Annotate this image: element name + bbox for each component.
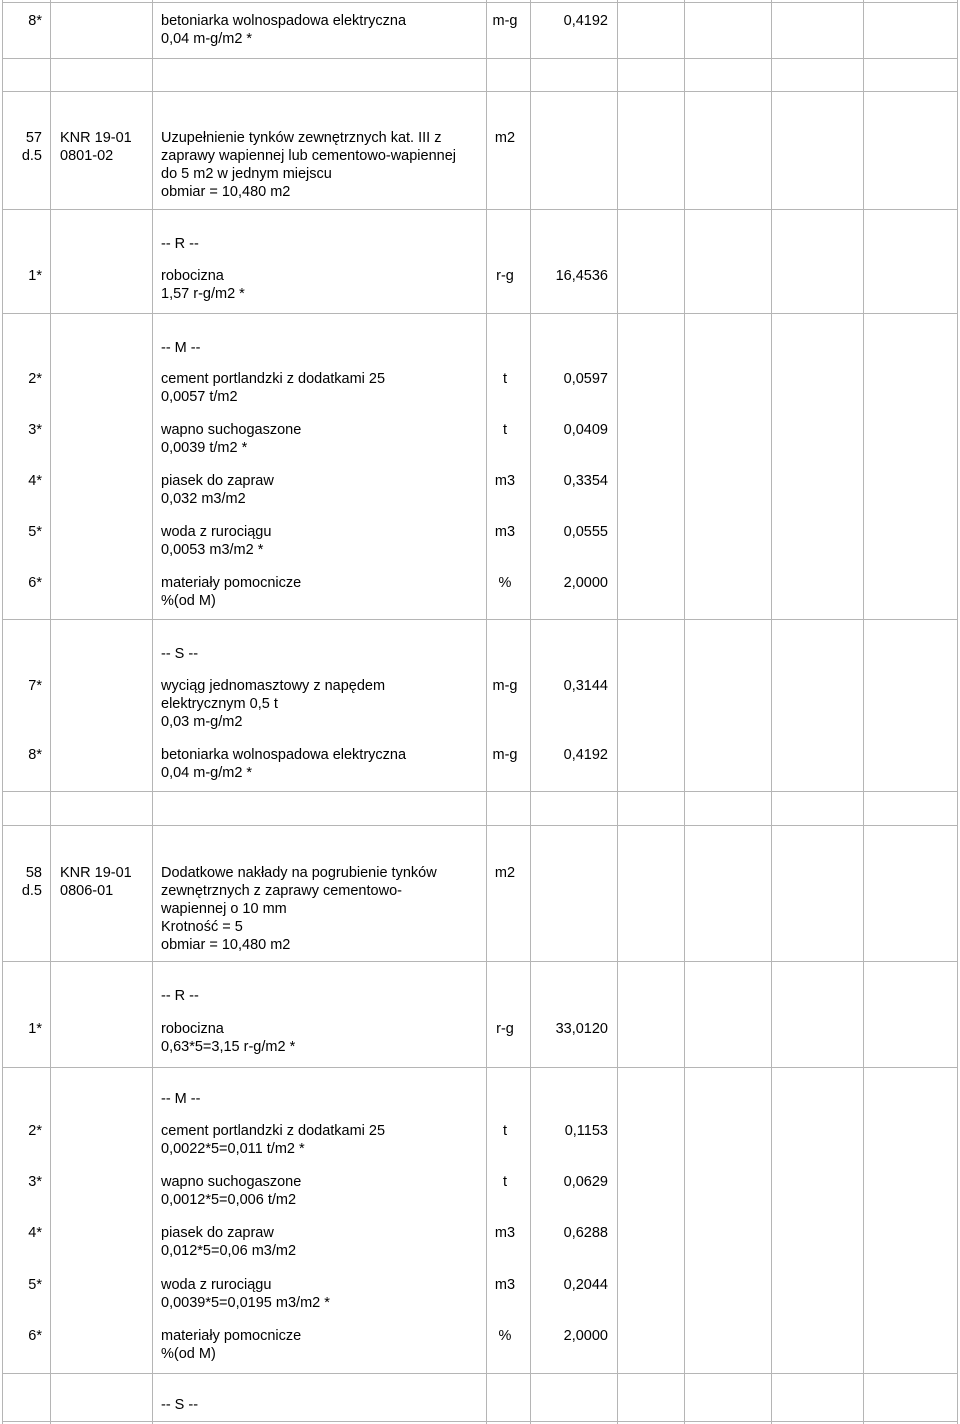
grid-line [2, 825, 958, 826]
item-unit: m3 [494, 524, 516, 540]
item-number: 2* [28, 1123, 42, 1139]
position-description-line: wapiennej o 10 mm [161, 901, 287, 917]
section-header-materials: -- M -- [161, 340, 201, 356]
position-multiplier: Krotność = 5 [161, 919, 243, 935]
grid-line [2, 209, 958, 210]
section-header-labor: -- R -- [161, 236, 199, 252]
grid-line [617, 0, 618, 1424]
item-value: 0,3354 [563, 473, 608, 489]
section-header-equipment: -- S -- [161, 646, 199, 662]
item-value: 0,3144 [563, 678, 608, 694]
position-number: 58 [25, 865, 42, 881]
section-header-equipment: -- S -- [161, 1397, 199, 1413]
item-value: 0,6288 [563, 1225, 608, 1241]
item-description: materiały pomocnicze [161, 1328, 302, 1344]
grid-line [2, 2, 958, 3]
item-description: piasek do zapraw [161, 1225, 274, 1241]
position-description-line: Dodatkowe nakłady na pogrubienie tynków [161, 865, 437, 881]
item-norm: %(od M) [161, 1346, 216, 1362]
item-number: 2* [28, 371, 42, 387]
grid-line [2, 1067, 958, 1068]
grid-line [2, 1421, 958, 1422]
item-description: betoniarka wolnospadowa elektryczna [161, 747, 407, 763]
item-value: 33,0120 [555, 1021, 608, 1037]
item-unit: m-g [492, 13, 518, 29]
item-value: 2,0000 [563, 575, 608, 591]
item-description: betoniarka wolnospadowa elektryczna [161, 13, 407, 29]
item-norm: 0,0012*5=0,006 t/m2 [161, 1192, 297, 1208]
item-unit: t [502, 1174, 508, 1190]
item-value: 0,4192 [563, 13, 608, 29]
item-value: 0,4192 [563, 747, 608, 763]
item-value: 0,2044 [563, 1277, 608, 1293]
item-description: robocizna [161, 268, 224, 284]
item-description: woda z rurociągu [161, 524, 272, 540]
item-norm: 0,0039 t/m2 * [161, 440, 248, 456]
grid-line [771, 0, 772, 1424]
item-description: materiały pomocnicze [161, 575, 302, 591]
grid-line [2, 961, 958, 962]
item-unit: m3 [494, 473, 516, 489]
position-description-line: do 5 m2 w jednym miejscu [161, 166, 332, 182]
item-norm: 0,0057 t/m2 [161, 389, 238, 405]
item-unit: r-g [496, 1021, 514, 1037]
grid-line [50, 0, 51, 1424]
grid-line [2, 0, 3, 1424]
position-unit: m2 [494, 865, 516, 881]
item-value: 0,0629 [563, 1174, 608, 1190]
item-description: wapno suchogaszone [161, 1174, 302, 1190]
item-value: 0,0555 [563, 524, 608, 540]
item-number: 5* [28, 1277, 42, 1293]
item-number: 3* [28, 422, 42, 438]
item-unit: m-g [492, 747, 518, 763]
item-norm: 0,0039*5=0,0195 m3/m2 * [161, 1295, 330, 1311]
item-number: 6* [28, 1328, 42, 1344]
item-norm: 1,57 r-g/m2 * [161, 286, 245, 302]
grid-line [2, 619, 958, 620]
grid-line [684, 0, 685, 1424]
item-description: cement portlandzki z dodatkami 25 [161, 371, 386, 387]
position-quantity: obmiar = 10,480 m2 [161, 184, 291, 200]
item-norm: 0,04 m-g/m2 * [161, 31, 253, 47]
item-unit: m3 [494, 1225, 516, 1241]
item-norm: 0,0022*5=0,011 t/m2 * [161, 1141, 305, 1157]
item-number: 4* [28, 473, 42, 489]
grid-line [2, 313, 958, 314]
position-subnumber: d.5 [21, 883, 42, 899]
item-norm: 0,032 m3/m2 [161, 491, 246, 507]
position-subnumber: d.5 [21, 148, 42, 164]
item-value: 16,4536 [555, 268, 608, 284]
item-number: 5* [28, 524, 42, 540]
position-description-line: zaprawy wapiennej lub cementowo-wapiennej [161, 148, 457, 164]
grid-line [152, 0, 153, 1424]
item-norm: 0,03 m-g/m2 [161, 714, 243, 730]
item-unit: t [502, 422, 508, 438]
item-value: 0,1153 [564, 1123, 608, 1139]
item-norm: 0,04 m-g/m2 * [161, 765, 253, 781]
position-description-line: zewnętrznych z zaprawy cementowo- [161, 883, 402, 899]
item-value: 0,0597 [563, 371, 608, 387]
position-unit: m2 [494, 130, 516, 146]
grid-line [2, 1373, 958, 1374]
item-norm: %(od M) [161, 593, 216, 609]
position-code-number: 0806-01 [60, 883, 114, 899]
section-header-materials: -- M -- [161, 1091, 201, 1107]
item-norm: 0,012*5=0,06 m3/m2 [161, 1243, 297, 1259]
grid-line [486, 0, 487, 1424]
item-unit: r-g [496, 268, 514, 284]
item-unit: % [498, 575, 512, 591]
item-number: 8* [28, 13, 42, 29]
item-norm: 0,0053 m3/m2 * [161, 542, 264, 558]
item-unit: m-g [492, 678, 518, 694]
grid-line [957, 0, 958, 1424]
item-description: robocizna [161, 1021, 224, 1037]
position-number: 57 [25, 130, 42, 146]
item-unit: m3 [494, 1277, 516, 1293]
item-number: 7* [28, 678, 42, 694]
grid-line [2, 91, 958, 92]
position-code: KNR 19-01 [60, 865, 132, 881]
item-description: cement portlandzki z dodatkami 25 [161, 1123, 386, 1139]
item-description: wyciąg jednomasztowy z napędem [161, 678, 386, 694]
item-description-line: elektrycznym 0,5 t [161, 696, 278, 712]
item-number: 4* [28, 1225, 42, 1241]
item-number: 8* [28, 747, 42, 763]
item-unit: % [498, 1328, 512, 1344]
item-description: piasek do zapraw [161, 473, 274, 489]
section-header-labor: -- R -- [161, 988, 199, 1004]
item-number: 1* [28, 268, 42, 284]
item-description: wapno suchogaszone [161, 422, 302, 438]
grid-line [530, 0, 531, 1424]
grid-line [863, 0, 864, 1424]
item-number: 3* [28, 1174, 42, 1190]
position-code-number: 0801-02 [60, 148, 114, 164]
grid-line [2, 791, 958, 792]
position-description-line: Uzupełnienie tynków zewnętrznych kat. III z [161, 130, 442, 146]
item-unit: t [502, 1123, 508, 1139]
item-description: woda z rurociągu [161, 1277, 272, 1293]
position-code: KNR 19-01 [60, 130, 132, 146]
item-value: 0,0409 [563, 422, 608, 438]
item-number: 6* [28, 575, 42, 591]
item-norm: 0,63*5=3,15 r-g/m2 * [161, 1039, 296, 1055]
item-value: 2,0000 [563, 1328, 608, 1344]
item-unit: t [502, 371, 508, 387]
position-quantity: obmiar = 10,480 m2 [161, 937, 291, 953]
item-number: 1* [28, 1021, 42, 1037]
grid-line [2, 58, 958, 59]
